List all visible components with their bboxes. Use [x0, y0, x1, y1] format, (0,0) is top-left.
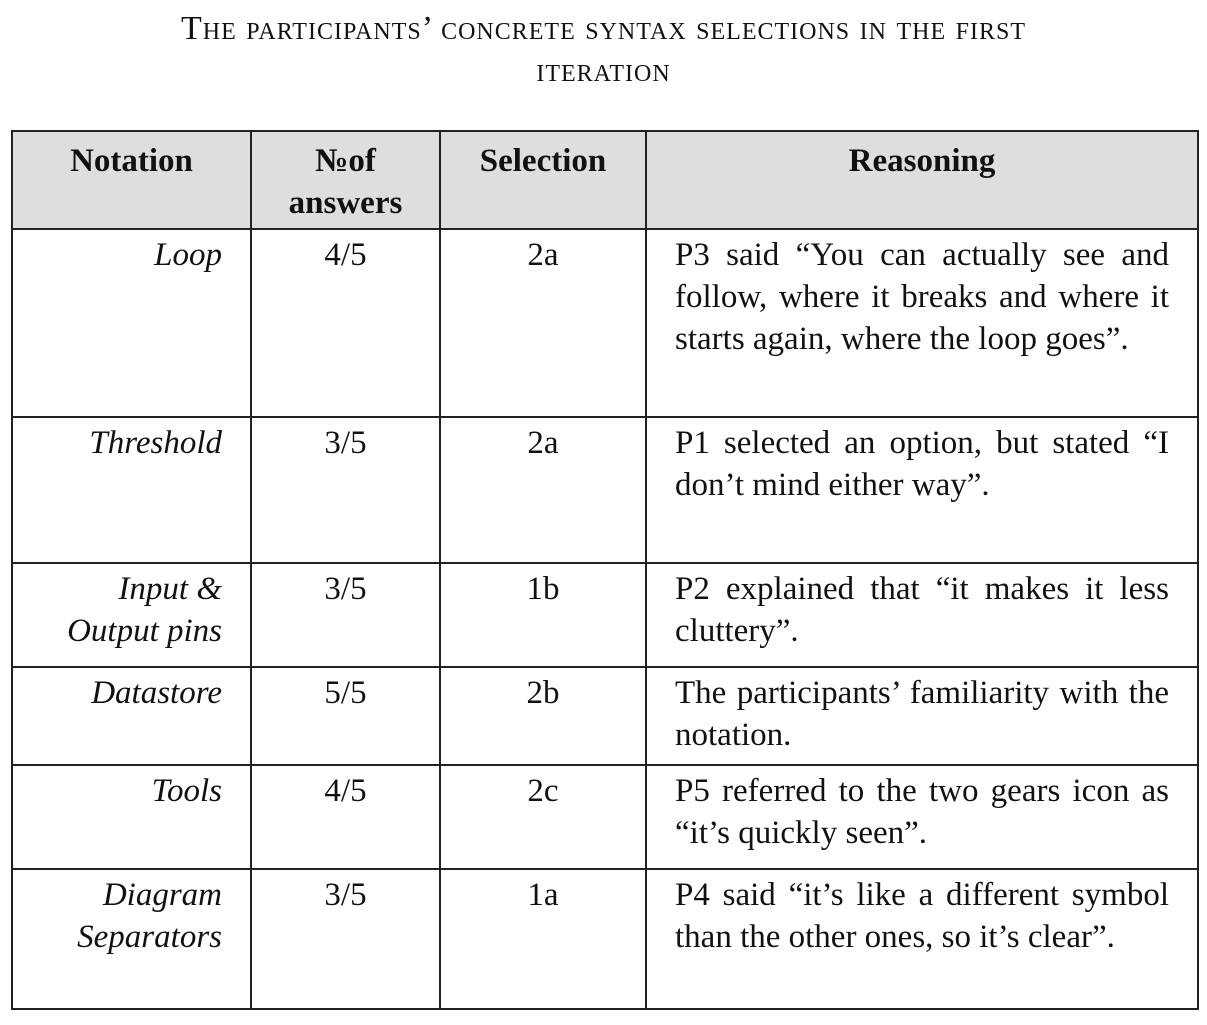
notation-cell [12, 417, 251, 563]
reasoning-cell: P5 referred to the two gears icon as “it’s quickly seen”. [646, 765, 1198, 869]
header-reasoning: Reasoning [646, 131, 1198, 229]
notation-cell [12, 667, 251, 765]
answers-cell: 5/5 [251, 667, 440, 765]
answers-cell: 4/5 [251, 229, 440, 417]
reasoning-cell: P1 selected an option, but stated “I don’t mind either way”. [646, 417, 1198, 563]
notation-text-line-1: Diagram [102, 877, 222, 913]
reasoning-cell: P4 said “it’s like a different symbol than the other ones, so it’s clear”. [646, 869, 1198, 1009]
notation-text-line-2: Output pins [67, 613, 222, 649]
header-answers-line-2: answers [288, 185, 403, 221]
header-row [12, 131, 1198, 229]
answers-cell: 4/5 [251, 765, 440, 869]
selection-cell: 2a [440, 417, 646, 563]
table-row [12, 229, 1198, 417]
table-row [12, 869, 1198, 1009]
header-selection: Selection [440, 131, 646, 229]
table-row [12, 765, 1198, 869]
notation-text: Loop [154, 237, 222, 273]
selection-cell: 2a [440, 229, 646, 417]
notation-text: Tools [151, 773, 222, 809]
table-row [12, 563, 1198, 667]
table-caption [0, 8, 1207, 92]
notation-text-line-1: Input & [118, 571, 222, 607]
selection-cell: 2b [440, 667, 646, 765]
reasoning-cell: P2 explained that “it makes it less cluttery”. [646, 563, 1198, 667]
header-answers-line-1: №of [315, 143, 376, 179]
header-notation: Notation [12, 131, 251, 229]
notation-text-line-2: Separators [77, 919, 222, 955]
table-row [12, 667, 1198, 765]
caption-line-1: The participants’ concrete syntax selections in the first [181, 10, 1026, 47]
selection-cell: 2c [440, 765, 646, 869]
notation-text: Datastore [91, 675, 222, 711]
notation-cell [12, 869, 251, 1009]
notation-cell [12, 563, 251, 667]
selection-cell: 1a [440, 869, 646, 1009]
answers-cell: 3/5 [251, 417, 440, 563]
table-row [12, 417, 1198, 563]
selection-cell: 1b [440, 563, 646, 667]
answers-cell: 3/5 [251, 869, 440, 1009]
notation-cell [12, 765, 251, 869]
header-answers [251, 131, 440, 229]
notation-text: Threshold [89, 425, 222, 461]
notation-cell [12, 229, 251, 417]
reasoning-cell: P3 said “You can actually see and follow, where it breaks and where it starts again, where the loop goes”. [646, 229, 1198, 417]
answers-cell: 3/5 [251, 563, 440, 667]
syntax-selections-table [11, 130, 1199, 1010]
caption-line-2: iteration [536, 52, 671, 89]
reasoning-cell: The participants’ familiarity with the notation. [646, 667, 1198, 765]
